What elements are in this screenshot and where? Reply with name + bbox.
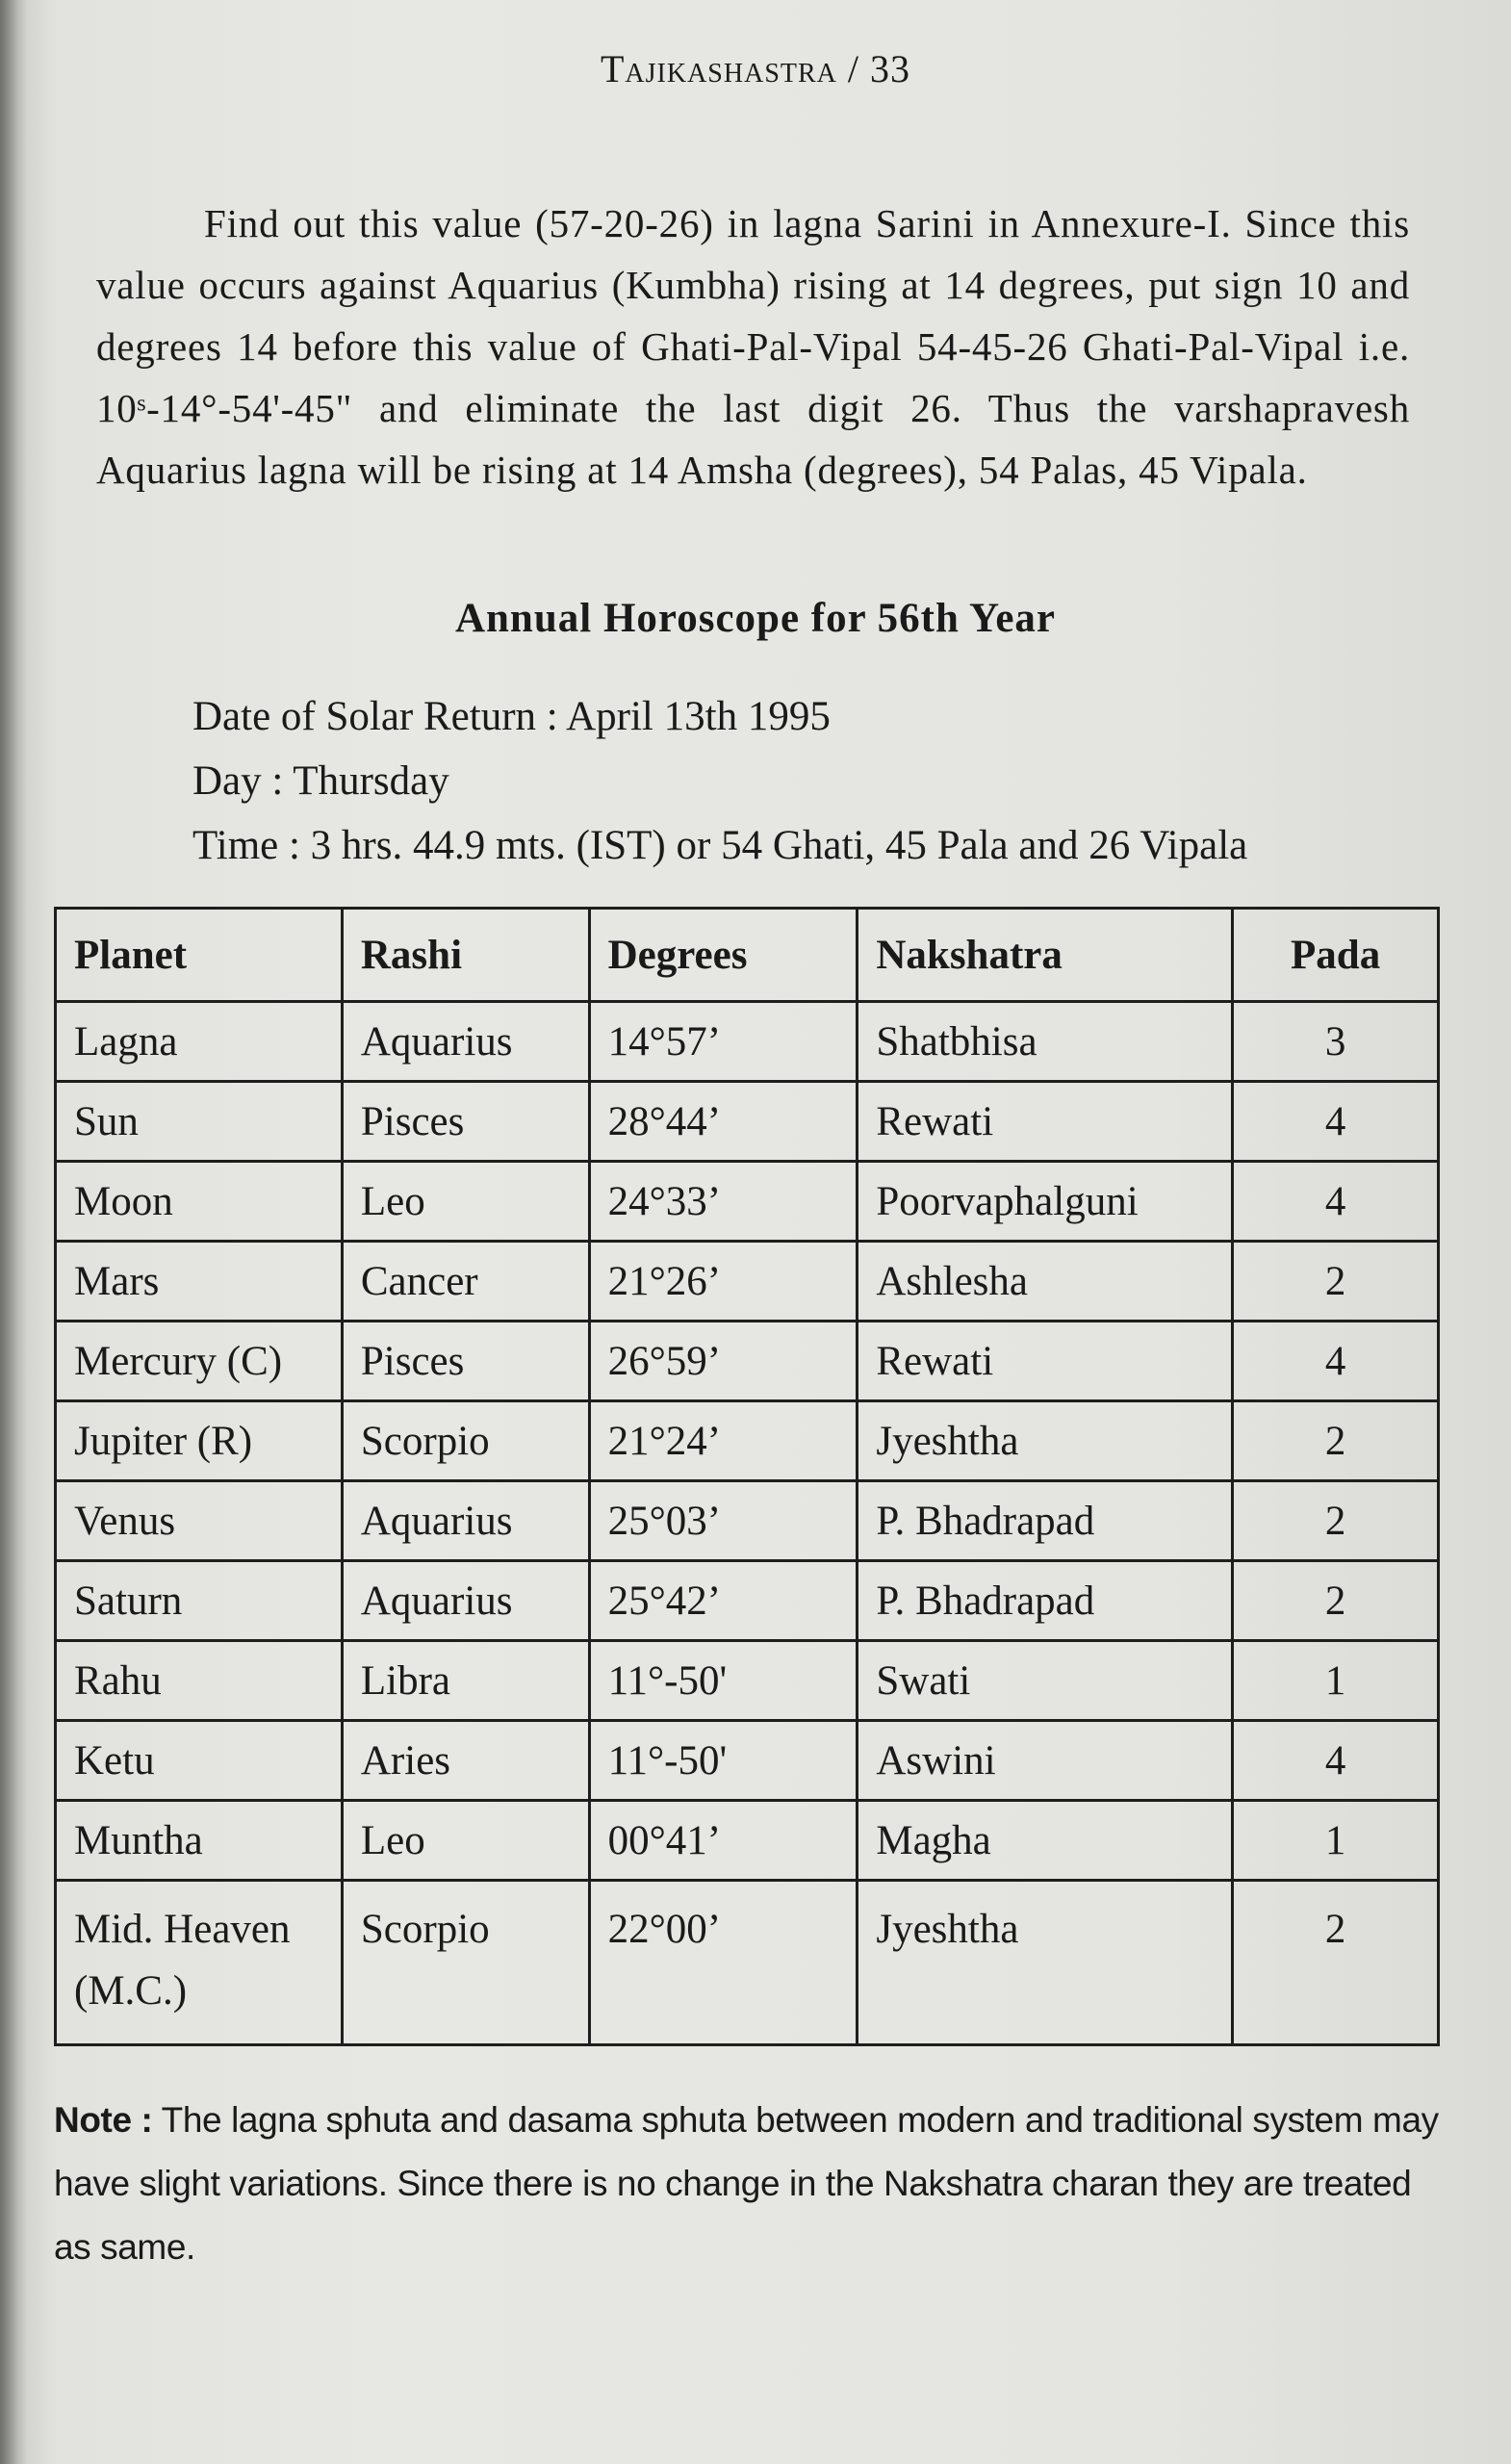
cell-rashi: Scorpio: [342, 1881, 589, 2045]
cell-pada: 2: [1233, 1242, 1439, 1322]
cell-degrees: 14°57’: [589, 1002, 858, 1082]
cell-nakshatra: Rewati: [858, 1322, 1233, 1401]
header-rashi: Rashi: [342, 909, 589, 1002]
note-label: Note :: [54, 2100, 153, 2140]
table-row: [56, 1162, 1439, 1242]
cell-degrees: 00°41’: [589, 1801, 858, 1881]
cell-degrees: 11°-50': [589, 1721, 858, 1801]
cell-rashi: Cancer: [342, 1242, 589, 1322]
cell-rashi: Aquarius: [342, 1481, 589, 1561]
table-row: [56, 1801, 1439, 1881]
running-header: [0, 46, 1511, 91]
cell-rashi: Libra: [342, 1641, 589, 1721]
cell-degrees: 11°-50': [589, 1641, 858, 1721]
cell-planet: Muntha: [56, 1801, 343, 1881]
cell-planet: Rahu: [56, 1641, 343, 1721]
cell-degrees: 24°33’: [589, 1162, 858, 1242]
table-row: [56, 1561, 1439, 1641]
header-nakshatra: Nakshatra: [858, 909, 1233, 1002]
cell-degrees: 28°44’: [589, 1082, 858, 1162]
cell-degrees: 25°03’: [589, 1481, 858, 1561]
cell-rashi: Scorpio: [342, 1401, 589, 1481]
cell-degrees: 21°24’: [589, 1401, 858, 1481]
cell-pada: 4: [1233, 1082, 1439, 1162]
cell-planet: Jupiter (R): [56, 1401, 343, 1481]
cell-nakshatra: P. Bhadrapad: [858, 1481, 1233, 1561]
cell-rashi: Aries: [342, 1721, 589, 1801]
table-row: [56, 1322, 1439, 1401]
cell-planet: Ketu: [56, 1721, 343, 1801]
table-header-row: [56, 909, 1439, 1002]
cell-planet: Saturn: [56, 1561, 343, 1641]
cell-nakshatra: Jyeshtha: [858, 1881, 1233, 2045]
header-title-initial: T: [600, 47, 626, 90]
page-number: / 33: [847, 47, 911, 90]
cell-nakshatra: Ashlesha: [858, 1242, 1233, 1322]
cell-pada: 1: [1233, 1801, 1439, 1881]
cell-degrees: 25°42’: [589, 1561, 858, 1641]
cell-planet: Moon: [56, 1162, 343, 1242]
cell-nakshatra: Swati: [858, 1641, 1233, 1721]
time-line: Time : 3 hrs. 44.9 mts. (IST) or 54 Ghati, 45 Pala and 26 Vipala: [192, 823, 1248, 868]
cell-planet: Mars: [56, 1242, 343, 1322]
cell-pada: 4: [1233, 1721, 1439, 1801]
cell-pada: 4: [1233, 1322, 1439, 1401]
cell-nakshatra: P. Bhadrapad: [858, 1561, 1233, 1641]
table-row: [56, 1481, 1439, 1561]
footnote: [54, 2089, 1440, 2279]
cell-pada: 3: [1233, 1002, 1439, 1082]
cell-nakshatra: Poorvaphalguni: [858, 1162, 1233, 1242]
section-title: Annual Horoscope for 56th Year: [454, 596, 1057, 641]
cell-pada: 2: [1233, 1561, 1439, 1641]
header-title-rest: ajikashastra: [625, 47, 837, 90]
cell-degrees: 22°00’: [589, 1881, 858, 2045]
cell-rashi: Leo: [342, 1162, 589, 1242]
table-row: [56, 1082, 1439, 1162]
spine-shadow: [0, 0, 27, 2464]
cell-rashi: Pisces: [342, 1322, 589, 1401]
horoscope-table: [54, 907, 1440, 2046]
table-row: [56, 1641, 1439, 1721]
table-row: [56, 1721, 1439, 1801]
cell-pada: 4: [1233, 1162, 1439, 1242]
cell-pada: 1: [1233, 1641, 1439, 1721]
cell-rashi: Aquarius: [342, 1561, 589, 1641]
cell-planet: [56, 1881, 343, 2045]
cell-planet: Venus: [56, 1481, 343, 1561]
cell-nakshatra: Shatbhisa: [858, 1002, 1233, 1082]
header-planet: Planet: [56, 909, 343, 1002]
cell-nakshatra: Magha: [858, 1801, 1233, 1881]
intro-paragraph: Find out this value (57-20-26) in lagna Sarini in Annexure-I. Since this value occurs against Aquarius (Kumbha) rising at 14 degrees, put sign 10 and degrees 14 before this value of Ghati-Pal-Vipal 54-45-26 Ghati-Pal-Vipal i.e. 10ˢ-14°-54'-45" and eliminate the last digit 26. Thus the varshapravesh Aquarius lagna will be rising at 14 Amsha (degrees), 54 Palas, 45 Vipala.: [96, 201, 1410, 492]
cell-rashi: Aquarius: [342, 1002, 589, 1082]
table-row-midheaven: [56, 1881, 1439, 2045]
table-row: [56, 1401, 1439, 1481]
cell-degrees: 26°59’: [589, 1322, 858, 1401]
cell-pada: 2: [1233, 1481, 1439, 1561]
cell-degrees: 21°26’: [589, 1242, 858, 1322]
table-row: [56, 1242, 1439, 1322]
cell-pada: 2: [1233, 1401, 1439, 1481]
cell-pada: 2: [1233, 1881, 1439, 2045]
header-pada: Pada: [1233, 909, 1439, 1002]
header-degrees: Degrees: [589, 909, 858, 1002]
table-row: [56, 1002, 1439, 1082]
note-text: The lagna sphuta and dasama sphuta between modern and traditional system may have slight variations. Since there is no change in the Nakshatra charan they are treated as same.: [54, 2100, 1439, 2267]
cell-rashi: Pisces: [342, 1082, 589, 1162]
midheaven-line1: Mid. Heaven: [74, 1907, 291, 1952]
cell-planet: Mercury (C): [56, 1322, 343, 1401]
cell-planet: Sun: [56, 1082, 343, 1162]
cell-nakshatra: Rewati: [858, 1082, 1233, 1162]
cell-nakshatra: Jyeshtha: [858, 1401, 1233, 1481]
midheaven-line2: (M.C.): [74, 1968, 188, 2014]
date-of-solar-return: Date of Solar Return : April 13th 1995: [192, 694, 831, 739]
cell-planet: Lagna: [56, 1002, 343, 1082]
cell-nakshatra: Aswini: [858, 1721, 1233, 1801]
day-line: Day : Thursday: [192, 758, 449, 804]
cell-rashi: Leo: [342, 1801, 589, 1881]
